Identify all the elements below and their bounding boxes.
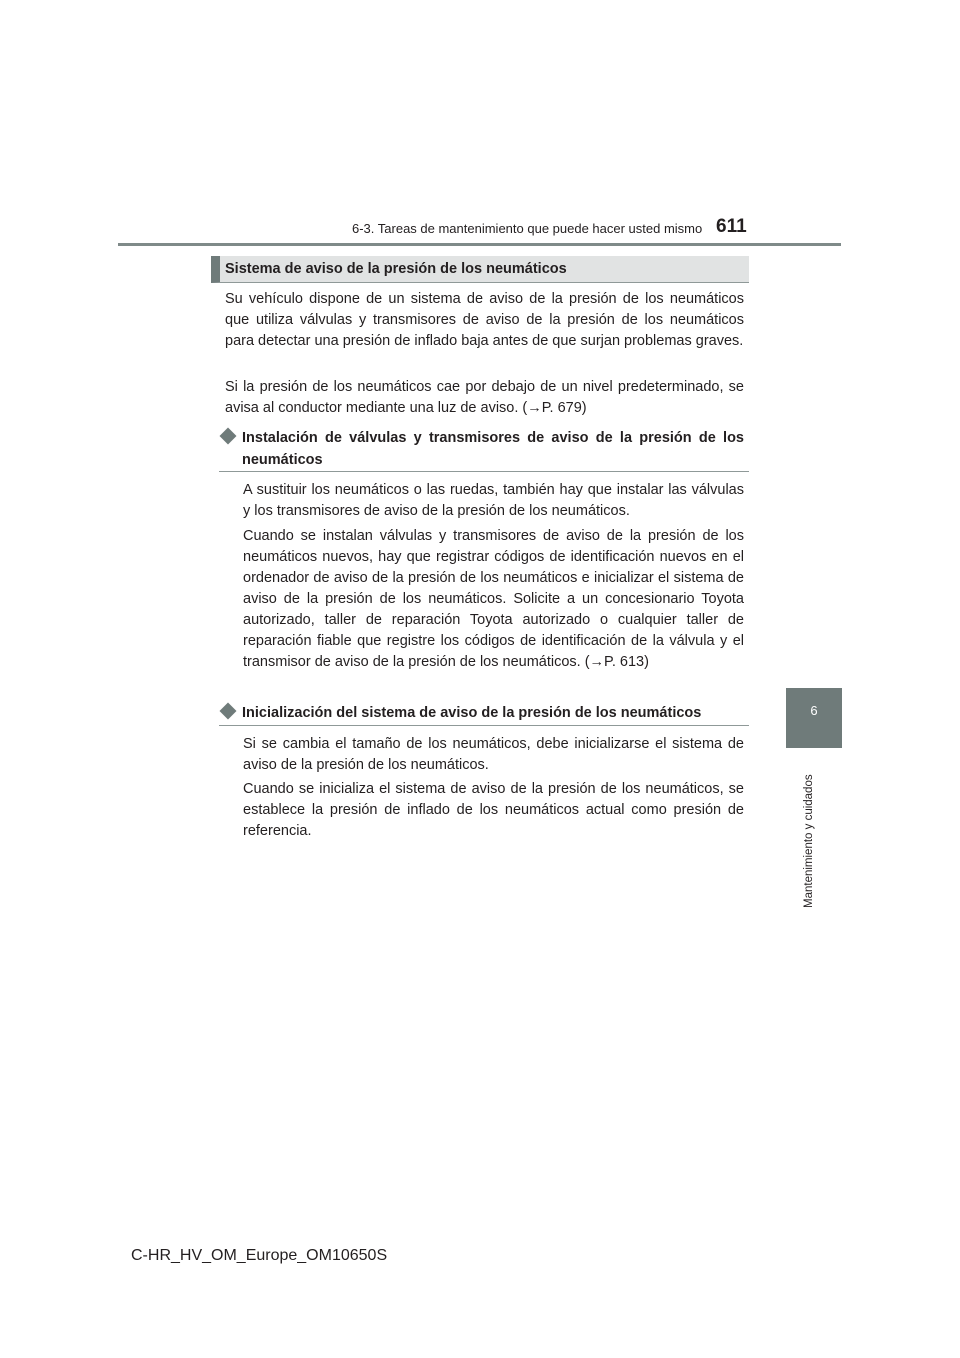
chapter-tab bbox=[786, 688, 842, 748]
header-section-title: 6-3. Tareas de mantenimiento que puede hacer usted mismo bbox=[352, 221, 703, 236]
footer-document-id: C-HR_HV_OM_Europe_OM10650S bbox=[131, 1247, 388, 1264]
section-title-bar bbox=[211, 256, 749, 283]
diamond-bullet-icon bbox=[220, 703, 237, 720]
diamond-bullet-icon bbox=[220, 428, 237, 445]
body-paragraph: Cuando se inicializa el sistema de aviso de la presión de los neumáticos, se establece la presión de inflado de los neumáticos actual como presión de referencia. bbox=[243, 781, 744, 839]
subsection-heading bbox=[219, 702, 749, 726]
body-paragraph: Cuando se instalan válvulas y transmisores de aviso de la presión de los neumáticos nuevos, hay que registrar códigos de identificación nuevos en el ordenador de aviso de la presión de los neumáticos e inicializar el sistema de aviso de la presión de los neumáticos. Solicite a un concesionario Toyota autorizado, taller de reparación Toyota autorizado o cualquier taller de reparación fiable que registre los códigos de identificación de la válvula y el transmisor de aviso de la presión de los neumáticos. (→P. 613) bbox=[243, 528, 744, 670]
intro-paragraph: Si la presión de los neumáticos cae por debajo de un nivel predeterminado, se avisa al conductor mediante una luz de aviso. (→P. 679) bbox=[225, 379, 744, 416]
chapter-number: 6 bbox=[810, 703, 818, 718]
page-number: 611 bbox=[716, 216, 747, 237]
body-paragraph: Si se cambia el tamaño de los neumáticos, debe inicializarse el sistema de aviso de la presión de los neumáticos. bbox=[243, 736, 744, 773]
section-title: Sistema de aviso de la presión de los neumáticos bbox=[225, 261, 567, 277]
chapter-title-vertical: Mantenimiento y cuidados bbox=[803, 774, 815, 908]
subsection-heading bbox=[219, 427, 749, 472]
subsection-heading-text: Instalación de válvulas y transmisores de aviso de la presión de los neumáticos bbox=[242, 430, 744, 468]
header-divider bbox=[118, 243, 841, 246]
body-paragraph: A sustituir los neumáticos o las ruedas, también hay que instalar las válvulas y los transmisores de aviso de la presión de los neumáticos. bbox=[243, 482, 744, 519]
subsection-heading-text: Inicialización del sistema de aviso de la presión de los neumáticos bbox=[242, 705, 702, 721]
intro-paragraph: Su vehículo dispone de un sistema de aviso de la presión de los neumáticos que utiliza válvulas y transmisores de aviso de la presión de los neumáticos para detectar una presión de inflado baja antes de que surjan problemas graves. bbox=[225, 291, 744, 349]
